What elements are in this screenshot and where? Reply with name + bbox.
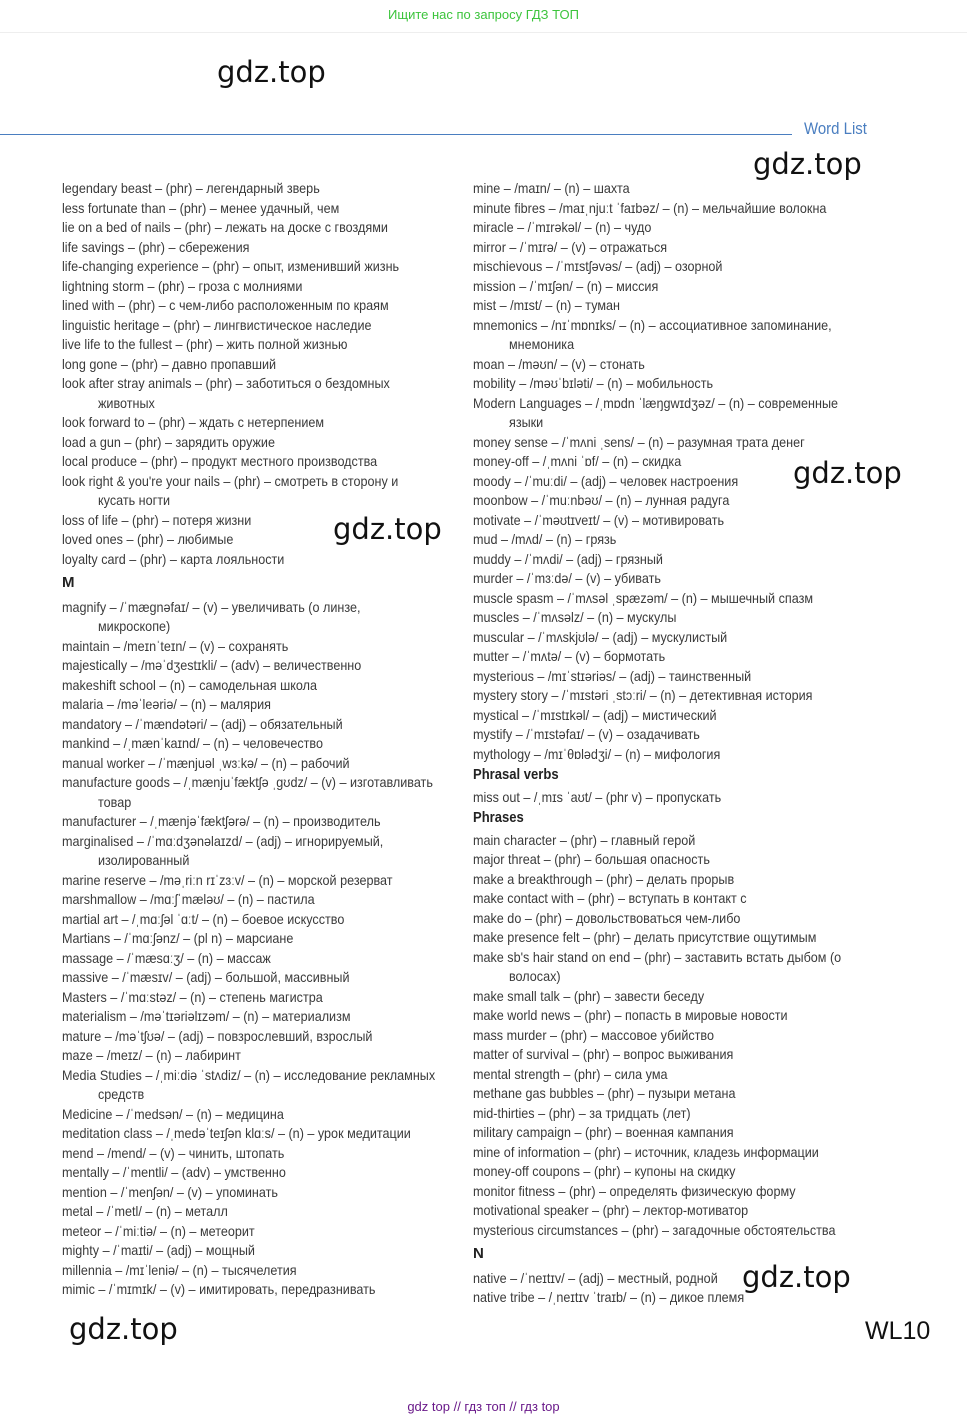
word-entry: mass murder – (phr) – массовое убийство [473,1026,714,1043]
section-label: Word List [804,119,867,138]
word-entry: miss out – /ˌmɪs ˈaʊt/ – (phr v) – пропускать [473,788,722,805]
word-entry: mythology – /mɪˈθɒlədʒi/ – (n) – мифология [473,745,721,762]
word-entry: mystery story – /ˈmɪstəri ˌstɔːri/ – (n) – детективная история [473,687,813,703]
word-entry: massive – /ˈmæsɪv/ – (adj) – большой, массивный [62,969,350,985]
top-divider [0,32,967,33]
entry-continuation: средств [98,1086,145,1102]
word-entry: look right & you're your nails – (phr) – смотреть в сторону и [62,472,399,489]
word-entry: mystify – /ˈmɪstəfaɪ/ – (v) – озадачивать [473,726,700,742]
word-entry: make small talk – (phr) – завести беседу [473,987,705,1004]
word-entry: make presence felt – (phr) – делать присутствие ощутимым [473,929,817,945]
word-entry: mysterious circumstances – (phr) – загадочные обстоятельства [473,1221,836,1238]
word-entry: mud – /mʌd/ – (n) – грязь [473,531,617,547]
watermark: gdz.top [217,55,326,89]
footer-links: gdz top // гдз топ // гдз top [407,1399,560,1414]
word-entry: Martians – /ˈmɑːʃənz/ – (pl n) – марсиане [62,930,294,946]
word-entry: methane gas bubbles – (phr) – пузыри метана [473,1085,736,1101]
word-entry: local produce – (phr) – продукт местного производства [62,453,378,469]
word-entry: magnify – /ˈmæɡnəfaɪ/ – (v) – увеличивать (о линзе, [62,598,361,615]
word-entry: Media Studies – /ˌmiːdiə ˈstʌdiz/ – (n) – исследование рекламных [62,1066,436,1083]
word-entry: mission – /ˈmɪʃən/ – (n) – миссия [473,277,659,294]
word-entry: military campaign – (phr) – военная кампания [473,1124,734,1140]
subsection-heading: Phrasal verbs [473,767,559,783]
word-entry: mature – /məˈtʃʊə/ – (adj) – повзрослевший, взрослый [62,1027,373,1044]
word-entry: motivational speaker – (phr) – лектор-мотиватор [473,1202,749,1218]
word-entry: less fortunate than – (phr) – менее удачный, чем [62,199,340,216]
word-entry: moody – /ˈmuːdi/ – (adj) – человек настроения [473,472,739,489]
word-entry: metal – /ˈmetl/ – (n) – металл [62,1203,228,1219]
word-entry: Modern Languages – /ˌmɒdn ˈlæŋɡwɪdʒəz/ – (n) – современные [473,394,839,411]
word-entry: moan – /məʊn/ – (v) – стонать [473,355,645,372]
word-entry: muscular – /ˈmʌskjʊlə/ – (adj) – мускулистый [473,628,728,645]
entry-continuation: мнемоника [509,336,575,352]
word-entry: lie on a bed of nails – (phr) – лежать на доске с гвоздями [62,219,388,235]
word-entry: native tribe – /ˌneɪtɪv ˈtraɪb/ – (n) – дикое племя [473,1289,745,1305]
watermark: gdz.top [753,147,862,181]
word-entry: manual worker – /ˈmænjuəl ˌwɜːkə/ – (n) – рабочий [62,754,350,771]
word-entry: major threat – (phr) – большая опасность [473,851,710,867]
word-entry: look after stray animals – (phr) – заботиться о бездомных [62,375,390,391]
word-entry: materialism – /məˈtɪəriəlɪzəm/ – (n) – материализм [62,1008,351,1024]
word-entry: mischievous – /ˈmɪstʃəvəs/ – (adj) – озорной [473,258,723,274]
word-entry: life-changing experience – (phr) – опыт, изменивший жизнь [62,258,400,274]
word-entry: muddy – /ˈmʌdi/ – (adj) – грязный [473,550,663,567]
word-entry: mobility – /məʊˈbɪləti/ – (n) – мобильность [473,375,714,391]
watermark: gdz.top [793,456,902,490]
letter-heading: M [62,574,75,591]
word-entry: matter of survival – (phr) – вопрос выживания [473,1046,734,1062]
word-entry: Masters – /ˈmɑːstəz/ – (n) – степень магистра [62,988,323,1005]
word-entry: muscles – /ˈmʌsəlz/ – (n) – мускулы [473,609,677,625]
word-entry: mend – /mend/ – (v) – чинить, штопать [62,1144,285,1161]
word-entry: money-off – /ˌmʌni ˈɒf/ – (n) – скидка [473,453,682,469]
word-entry: millennia – /mɪˈleniə/ – (n) – тысячелетия [62,1261,297,1278]
word-entry: mine of information – (phr) – источник, кладезь информации [473,1143,819,1160]
subsection-heading: Phrases [473,810,524,826]
header-rule [0,134,792,135]
word-entry: malaria – /məˈleəriə/ – (n) – малярия [62,696,271,712]
word-entry: legendary beast – (phr) – легендарный зверь [62,180,320,196]
word-entry: live life to the fullest – (phr) – жить полной жизнью [62,336,348,352]
word-entry: maze – /meɪz/ – (n) – лабиринт [62,1047,241,1063]
word-entry: murder – /ˈmɜːdə/ – (v) – убивать [473,570,661,586]
word-entry: meditation class – /ˌmedəˈteɪʃən klɑːs/ – (n) – урок медитации [62,1125,411,1141]
word-entry: mention – /ˈmenʃən/ – (v) – упоминать [62,1183,278,1200]
word-entry: mysterious – /mɪˈstɪəriəs/ – (adj) – таинственный [473,667,752,684]
word-entry: mentally – /ˈmentli/ – (adv) – умственно [62,1164,286,1180]
word-entry: majestically – /məˈdʒestɪkli/ – (adv) – величественно [62,657,362,673]
word-entry: make contact with – (phr) – вступать в контакт с [473,890,747,906]
watermark: gdz.top [333,512,442,546]
word-entry: mystical – /ˈmɪstɪkəl/ – (adj) – мистический [473,706,717,723]
entry-continuation: волосах) [509,968,561,984]
letter-heading: N [473,1245,484,1262]
word-entry: lined with – (phr) – с чем-либо расположенным по краям [62,297,389,313]
word-entry: marine reserve – /məˌriːn rɪˈzɜːv/ – (n) – морской резерват [62,871,393,888]
search-hint-banner: Ищите нас по запросу ГДЗ ТОП [388,7,579,22]
word-entry: mental strength – (phr) – сила ума [473,1065,668,1082]
word-entry: martial art – /ˌmɑːʃəl ˈɑːt/ – (n) – боевое искусство [62,910,345,927]
entry-continuation: товар [98,793,132,810]
word-entry: manufacturer – /ˌmænjəˈfæktʃərə/ – (n) – производитель [62,813,381,829]
word-entry: mine – /maɪn/ – (n) – шахта [473,180,630,196]
word-entry: loyalty card – (phr) – карта лояльности [62,550,285,567]
word-entry: makeshift school – (n) – самодельная школа [62,676,317,693]
word-entry: Medicine – /ˈmedsən/ – (n) – медицина [62,1105,284,1122]
entry-continuation: языки [509,414,544,430]
word-entry: native – /ˈneɪtɪv/ – (adj) – местный, родной [473,1269,718,1286]
word-entry: loved ones – (phr) – любимые [62,531,234,547]
word-entry: miracle – /ˈmɪrəkəl/ – (n) – чудо [473,219,652,235]
word-entry: motivate – /ˈməʊtɪveɪt/ – (v) – мотивировать [473,511,725,528]
word-entry: mandatory – /ˈmændətəri/ – (adj) – обязательный [62,715,343,732]
word-entry: make sb's hair stand on end – (phr) – заставить встать дыбом (о [473,948,842,965]
word-entry: lightning storm – (phr) – гроза с молниями [62,277,303,294]
word-entry: mimic – /ˈmɪmɪk/ – (v) – имитировать, передразнивать [62,1281,376,1297]
word-entry: mirror – /ˈmɪrə/ – (v) – отражаться [473,238,668,255]
word-entry: mutter – /ˈmʌtə/ – (v) – бормотать [473,648,666,664]
word-entry: load a gun – (phr) – зарядить оружие [62,433,275,450]
word-entry: mid-thirties – (phr) – за тридцать (лет) [473,1104,691,1121]
word-entry: loss of life – (phr) – потеря жизни [62,511,252,528]
entry-continuation: кусать ногти [98,492,171,508]
word-entry: moonbow – /ˈmuːnbəʊ/ – (n) – лунная радуга [473,492,730,508]
word-entry: mnemonics – /nɪˈmɒnɪks/ – (n) – ассоциативное запоминание, [473,316,832,333]
page-number: WL10 [865,1317,931,1345]
word-entry: marginalised – /ˈmɑːdʒənəlaɪzd/ – (adj) – игнорируемый, [62,832,384,849]
word-entry: money sense – /ˈmʌni ˌsens/ – (n) – разумная трата денег [473,433,805,450]
word-entry: mist – /mɪst/ – (n) – туман [473,297,621,313]
word-entry: make world news – (phr) – попасть в мировые новости [473,1007,788,1023]
left-column [62,179,462,1300]
entry-continuation: микроскопе) [98,618,171,634]
entry-continuation: изолированный [98,852,190,868]
word-entry: linguistic heritage – (phr) – лингвистическое наследие [62,316,372,333]
word-entry: minute fibres – /maɪˌnjuːt ˈfaɪbəz/ – (n) – мельчайшие волокна [473,199,827,216]
word-entry: monitor fitness – (phr) – определять физическую форму [473,1182,796,1199]
word-entry: main character – (phr) – главный герой [473,831,696,848]
watermark: gdz.top [742,1260,851,1294]
word-entry: make do – (phr) – довольствоваться чем-либо [473,909,741,926]
word-entry: life savings – (phr) – сбережения [62,238,250,255]
word-entry: marshmallow – /mɑːʃˈmæləʊ/ – (n) – пастила [62,891,315,907]
word-entry: make a breakthrough – (phr) – делать прорыв [473,870,735,887]
word-entry: manufacture goods – /ˌmænjuˈfæktʃə ˌɡʊdz/ – (v) – изготавливать [62,774,433,790]
word-entry: look forward to – (phr) – ждать с нетерпением [62,414,325,430]
word-entry: mighty – /ˈmaɪti/ – (adj) – мощный [62,1242,255,1258]
word-entry: long gone – (phr) – давно пропавший [62,355,277,372]
word-entry: mankind – /ˌmænˈkaɪnd/ – (n) – человечество [62,735,323,751]
word-entry: muscle spasm – /ˈmʌsəl ˌspæzəm/ – (n) – мышечный спазм [473,589,814,606]
word-entry: massage – /ˈmæsɑːʒ/ – (n) – массаж [62,949,271,966]
watermark: gdz.top [69,1312,178,1346]
word-entry: meteor – /ˈmiːtiə/ – (n) – метеорит [62,1222,255,1239]
word-entry: maintain – /meɪnˈteɪn/ – (v) – сохранять [62,637,289,654]
right-column [473,179,873,1308]
word-entry: money-off coupons – (phr) – купоны на скидку [473,1163,736,1179]
entry-continuation: животных [98,394,155,411]
